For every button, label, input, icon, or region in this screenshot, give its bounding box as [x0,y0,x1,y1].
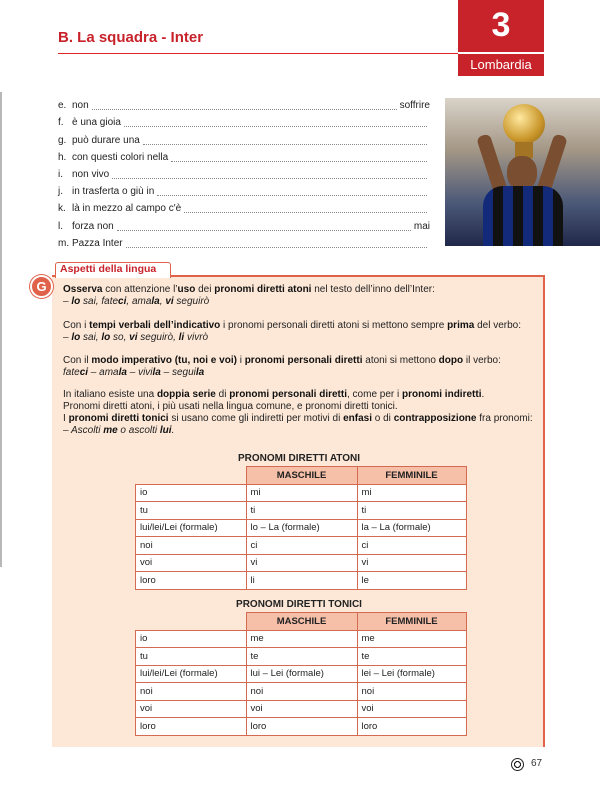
table-row: lui/lei/Lei (formale) lo – La (formale) la – La (formale) [136,519,467,537]
column-header: MASCHILE [246,613,357,631]
table-row: tu ti ti [136,502,467,520]
list-item: f. è una gioia [58,114,430,131]
player-jersey [483,186,563,246]
section-title: B. La squadra - Inter [58,29,204,46]
chapter-name: Lombardia [458,52,544,76]
paragraph-imperativo: Con il modo imperativo (tu, noi e voi) i pronomi personali diretti atoni si mettono dopo il verbo: fateci – amala – vivila – seguila [63,355,501,378]
table-tonici-title: PRONOMI DIRETTI TONICI [236,599,362,610]
list-item: g. può durare una [58,131,430,148]
chapter-number: 3 [491,6,511,44]
list-item: k. là in mezzo al campo c'è [58,200,430,217]
paragraph-indicativo: Con i tempi verbali dell’indicativo i pronomi personali diretti atoni si mettono sempre prima del verbo: – lo sai, lo so, vi seguirò, li vivrò [63,320,521,343]
answer-line[interactable] [171,161,427,162]
player-head [507,156,537,190]
table-tonici [135,612,467,736]
list-item: i. non vivo [58,166,430,183]
column-header: FEMMINILE [357,613,466,631]
table-row: io me me [136,630,467,648]
table-row: voi voi voi [136,700,467,718]
table-row: voi vi vi [136,554,467,572]
table-atoni-title: PRONOMI DIRETTI ATONI [237,453,361,464]
answer-line[interactable] [143,144,427,145]
table-row: tu te te [136,648,467,666]
grammar-badge-icon: G [30,275,53,298]
table-row: loro li le [136,572,467,590]
table-row: lui/lei/Lei (formale) lui – Lei (formale) lei – Lei (formale) [136,665,467,683]
list-item: h. con questi colori nella [58,149,430,166]
exercise-list [58,97,430,252]
table-row: noi ci ci [136,537,467,555]
player-trophy-photo [445,98,600,246]
answer-line[interactable] [112,178,427,179]
paragraph-osserva: Osserva con attenzione l’uso dei pronomi diretti atoni nel testo dell’inno dell’Inter: – lo sai, fateci, amala, vi seguirò [63,284,435,307]
chapter-tab [458,0,544,76]
column-header: MASCHILE [246,467,357,485]
answer-line[interactable] [157,195,427,196]
grammar-box-title: Aspetti della lingua [60,263,157,275]
list-item: m. Pazza Inter [58,235,430,252]
answer-line[interactable] [126,247,427,248]
answer-line[interactable] [124,126,427,127]
football-icon [511,758,524,771]
list-item: j. in trasferta o giù in [58,183,430,200]
margin-rule [0,92,2,567]
table-row: noi noi noi [136,683,467,701]
answer-line[interactable] [184,212,427,213]
ballon-dor-trophy [503,104,545,144]
column-header: FEMMINILE [357,467,466,485]
page-number: 67 [531,758,543,769]
paragraph-doppia-serie: In italiano esiste una doppia serie di pronomi personali diretti, come per i pronomi indiretti. Pronomi diretti atoni, i più usati nella lingua comune, e pronomi diretti tonici. I pronomi diretti tonici si usano come gli indiretti per motivi di enfasi o di contrapposizione fra pronomi: – Ascolti me o ascolti lui. [63,389,533,436]
answer-line[interactable] [92,109,397,110]
table-row: loro loro loro [136,718,467,736]
table-atoni [135,466,467,590]
title-underline [58,53,458,54]
list-item: e. non soffrire [58,100,430,112]
answer-line[interactable] [117,230,411,231]
list-item: l. forza non mai [58,220,430,232]
table-row: io mi mi [136,484,467,502]
